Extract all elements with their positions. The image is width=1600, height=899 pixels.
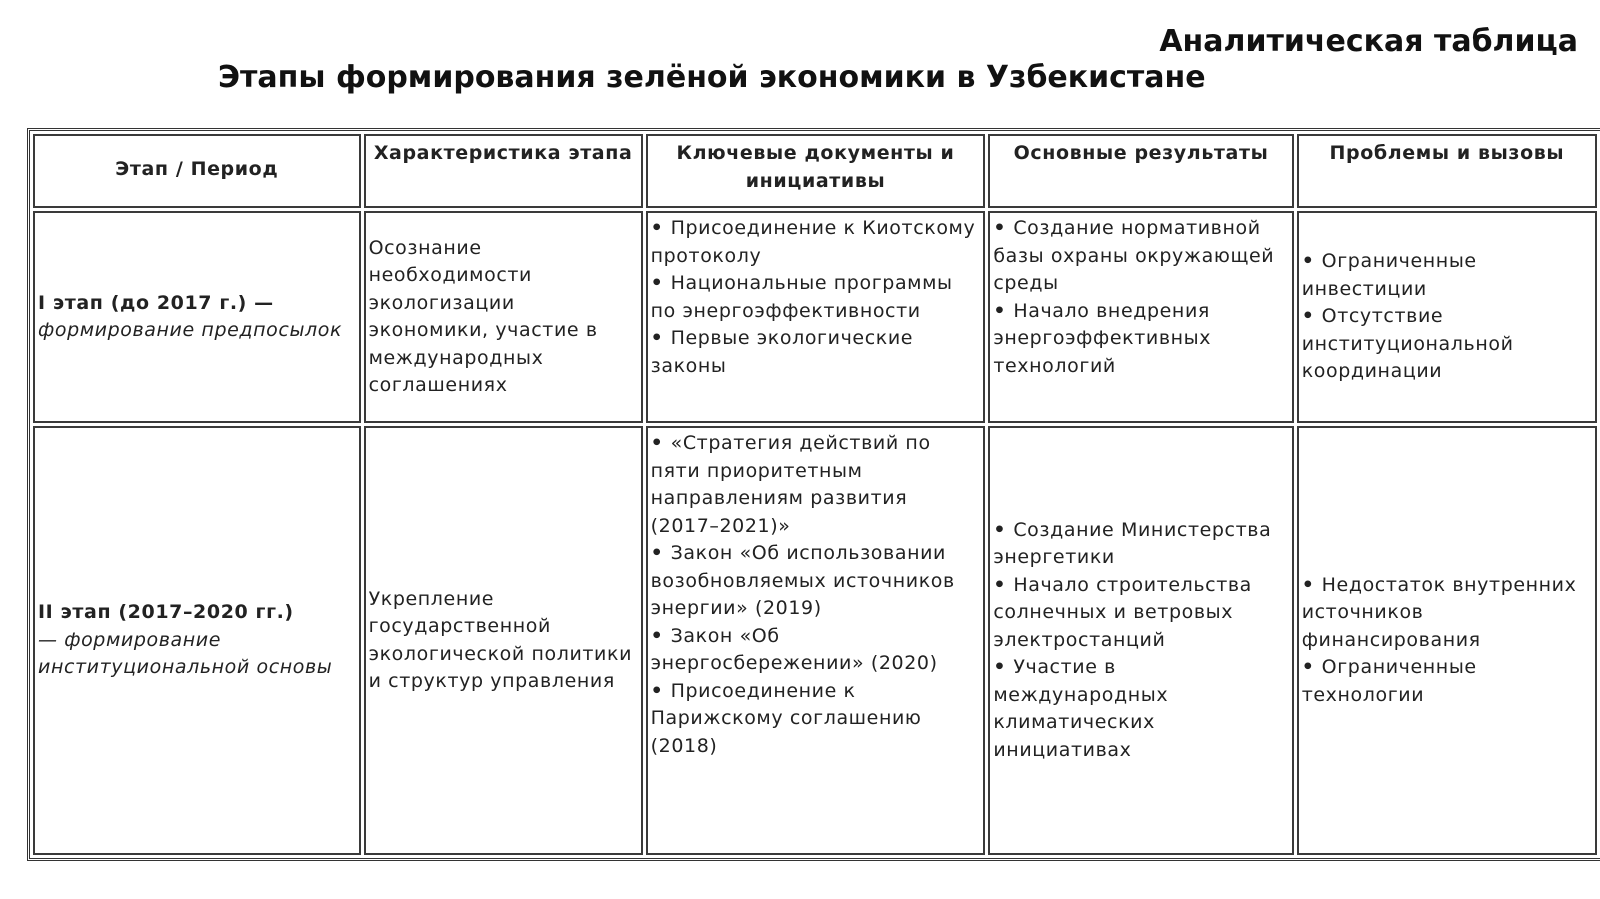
document-label: Аналитическая таблица bbox=[1159, 24, 1578, 59]
period-desc: формирование предпосылок bbox=[38, 319, 343, 341]
characteristic-cell: Осознание необходимости экологизации экономики, участие в международных соглашениях bbox=[364, 211, 643, 423]
results-list bbox=[993, 517, 1288, 765]
results-list bbox=[993, 215, 1288, 380]
list-item: • Отсутствие институциональной координации bbox=[1302, 303, 1592, 386]
period-cell bbox=[33, 426, 361, 855]
list-item: • Национальные программы по энергоэффективности bbox=[651, 270, 981, 325]
problems-list bbox=[1302, 248, 1592, 386]
list-item: • «Стратегия действий по пяти приоритетным направлениям развития (2017–2021)» bbox=[651, 430, 981, 540]
list-item: • Ограниченные технологии bbox=[1302, 654, 1592, 709]
characteristic-cell: Укрепление государственной экологической политики и структур управления bbox=[364, 426, 643, 855]
list-item: • Ограниченные инвестиции bbox=[1302, 248, 1592, 303]
header-documents: Ключевые документы и инициативы bbox=[646, 134, 986, 208]
problems-cell bbox=[1297, 426, 1597, 855]
list-item: • Закон «Об использовании возобновляемых источников энергии» (2019) bbox=[651, 540, 981, 623]
table-row bbox=[33, 426, 1597, 855]
problems-list bbox=[1302, 572, 1592, 710]
period-desc: — формирование институциональной основы bbox=[38, 628, 333, 679]
list-item: • Недостаток внутренних источников финансирования bbox=[1302, 572, 1592, 655]
header-characteristic: Характеристика этапа bbox=[364, 134, 643, 208]
list-item: • Начало строительства солнечных и ветровых электростанций bbox=[993, 572, 1288, 655]
results-cell bbox=[988, 211, 1293, 423]
problems-cell bbox=[1297, 211, 1597, 423]
stages-table-frame bbox=[27, 128, 1600, 861]
header-problems: Проблемы и вызовы bbox=[1297, 134, 1597, 208]
list-item: • Присоединение к Киотскому протоколу bbox=[651, 215, 981, 270]
list-item: • Создание Министерства энергетики bbox=[993, 517, 1288, 572]
list-item: • Участие в международных климатических инициативах bbox=[993, 654, 1288, 764]
documents-cell bbox=[646, 426, 986, 855]
table-header-row bbox=[33, 134, 1597, 208]
documents-list bbox=[651, 430, 981, 760]
header-results: Основные результаты bbox=[988, 134, 1293, 208]
period-name: I этап (до 2017 г.) — bbox=[38, 291, 274, 314]
period-name: II этап (2017–2020 гг.) bbox=[38, 601, 294, 624]
list-item: • Создание нормативной базы охраны окружающей среды bbox=[993, 215, 1288, 298]
results-cell bbox=[988, 426, 1293, 855]
table-row bbox=[33, 211, 1597, 423]
list-item: • Начало внедрения энергоэффективных технологий bbox=[993, 298, 1288, 381]
document-title: Этапы формирования зелёной экономики в Узбекистане bbox=[218, 60, 1206, 95]
list-item: • Присоединение к Парижскому соглашению (2018) bbox=[651, 678, 981, 761]
list-item: • Закон «Об энергосбережении» (2020) bbox=[651, 623, 981, 678]
list-item: • Первые экологические законы bbox=[651, 325, 981, 380]
header-period: Этап / Период bbox=[33, 134, 361, 208]
documents-list bbox=[651, 215, 981, 380]
documents-cell bbox=[646, 211, 986, 423]
stages-table bbox=[30, 131, 1600, 858]
period-cell bbox=[33, 211, 361, 423]
